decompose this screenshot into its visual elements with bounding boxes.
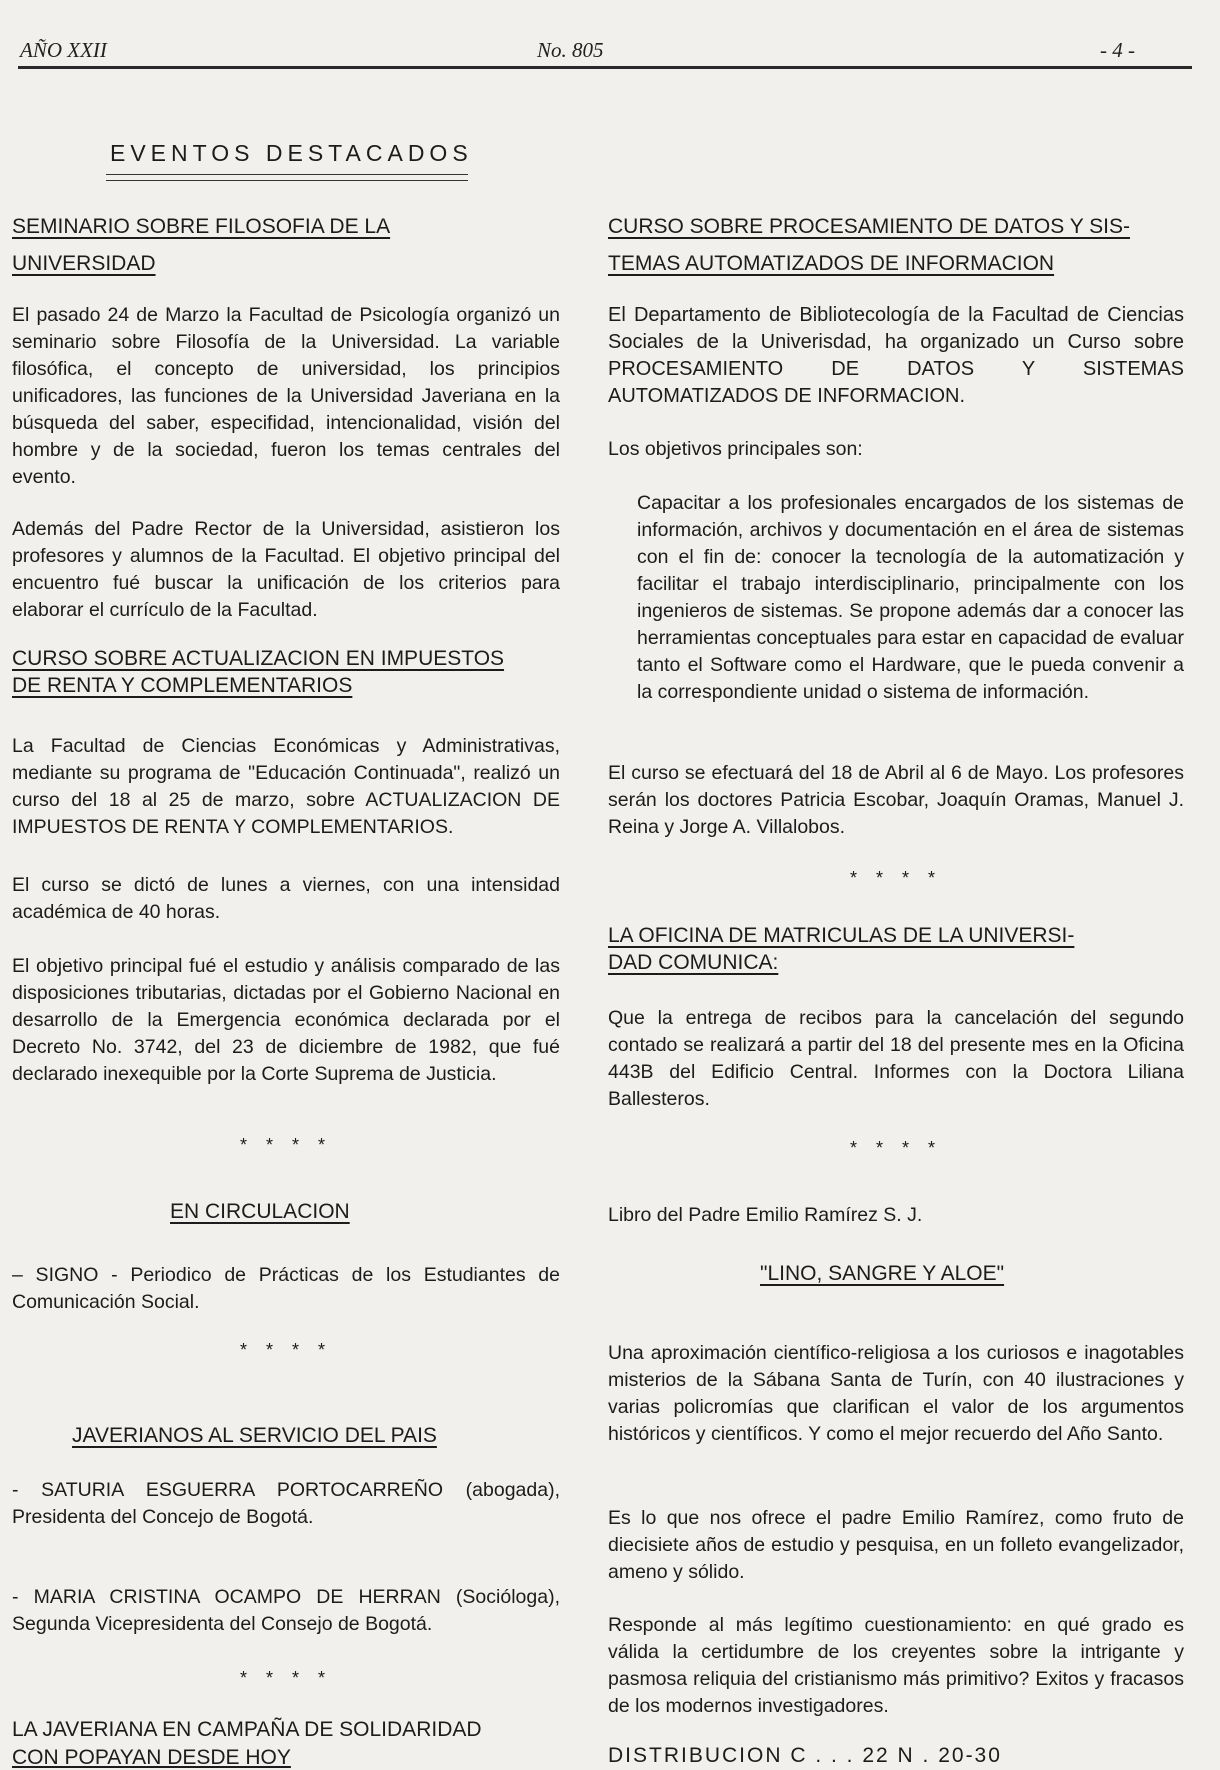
title-rule-bottom xyxy=(106,180,468,181)
javerianos-heading: JAVERIANOS AL SERVICIO DEL PAIS xyxy=(72,1424,437,1447)
matriculas-paragraph: Que la entrega de recibos para la cancelación del segundo contado se realizará a partir del 18 del presente mes en la Oficina 443B del Edificio Central. Informes con la Doctora Liliana Ballesteros. xyxy=(608,1007,1184,1110)
left-separator-1: * * * * xyxy=(239,1135,333,1155)
header-rule xyxy=(18,66,1192,69)
circulacion-item: – SIGNO - Periodico de Prácticas de los Estudiantes de Comunicación Social. xyxy=(12,1264,560,1313)
impuestos-heading-line2: DE RENTA Y COMPLEMENTARIOS xyxy=(12,674,353,697)
circulacion-heading: EN CIRCULACION xyxy=(170,1200,350,1223)
page-number: - 4 - xyxy=(1100,38,1135,62)
seminario-heading-line2: UNIVERSIDAD xyxy=(12,252,156,275)
right-separator-2: * * * * xyxy=(849,1138,943,1158)
datos-heading xyxy=(608,208,1184,282)
title-rule-top xyxy=(106,174,468,175)
impuestos-paragraph-2: El curso se dictó de lunes a viernes, con una intensidad académica de 40 horas. xyxy=(12,874,560,923)
seminario-heading xyxy=(12,208,560,282)
libro-paragraph-1: Una aproximación científico-religiosa a los curiosos e inagotables misterios de la Sábana Santa de Turín, con 40 ilustraciones y varias policromías que clarifican el valor de los argumentos históricos y científicos. Y como el mejor recuerdo del Año Santo. xyxy=(608,1342,1184,1445)
issue-number: No. 805 xyxy=(537,38,604,62)
left-separator-2: * * * * xyxy=(239,1340,333,1360)
right-separator-1: * * * * xyxy=(849,868,943,888)
libro-intro: Libro del Padre Emilio Ramírez S. J. xyxy=(608,1204,923,1226)
section-title: EVENTOS DESTACADOS xyxy=(110,140,473,166)
year-label: AÑO XXII xyxy=(20,38,107,62)
datos-paragraph-3: Capacitar a los profesionales encargados de los sistemas de información, archivos y documentación en el área de sistemas con el fin de: conocer la tecnología de la automatización y facilitar el trabajo interdisciplinario, principalmente con los ingenieros de sistemas. Se propone además dar a conocer las herramientas conceptuales para estar en capacidad de evaluar tanto el Software como el Hardware, que le pueda convenir a la correspondiente unidad o sistema de información. xyxy=(637,492,1184,703)
datos-heading-line2: TEMAS AUTOMATIZADOS DE INFORMACION xyxy=(608,252,1055,275)
impuestos-paragraph-3: El objetivo principal fué el estudio y análisis comparado de las disposiciones tributarias, dictadas por el Gobierno Nacional en desarrollo de la Emergencia económica declarada por el Decreto No. 3742, del 23 de diciembre de 1982, que fué declarado inexequible por la Corte Suprema de Justicia. xyxy=(12,955,560,1085)
javerianos-item-2: - MARIA CRISTINA OCAMPO DE HERRAN (Socióloga), Segunda Vicepresidenta del Consejo de Bogotá. xyxy=(12,1586,560,1635)
javerianos-item-1: - SATURIA ESGUERRA PORTOCARREÑO (abogada), Presidenta del Concejo de Bogotá. xyxy=(12,1479,560,1528)
seminario-paragraph-2: Además del Padre Rector de la Universidad, asistieron los profesores y alumnos de la Facultad. El objetivo principal del encuentro fué buscar la unificación de los criterios para elaborar el currículo de la Facultad. xyxy=(12,518,560,621)
impuestos-heading-line1: CURSO SOBRE ACTUALIZACION EN IMPUESTOS xyxy=(12,647,505,670)
campana-heading-cut: CON POPAYAN DESDE HOY xyxy=(12,1746,291,1769)
seminario-heading-line1: SEMINARIO SOBRE FILOSOFIA DE LA xyxy=(12,215,391,238)
impuestos-heading xyxy=(12,645,560,699)
matriculas-heading xyxy=(608,922,1184,976)
datos-paragraph-1: El Departamento de Bibliotecología de la Facultad de Ciencias Sociales de la Univerisdad, ha organizado un Curso sobre PROCESAMIENTO DE DATOS Y SISTEMAS AUTOMATIZADOS DE INFORMACION. xyxy=(608,304,1184,407)
matriculas-heading-line2: DAD COMUNICA: xyxy=(608,951,779,974)
impuestos-paragraph-1: La Facultad de Ciencias Económicas y Administrativas, mediante su programa de "Educación Continuada", realizó un curso del 18 al 25 de marzo, sobre ACTUALIZACION DE IMPUESTOS DE RENTA Y COMPLEMENTARIOS. xyxy=(12,735,560,838)
datos-paragraph-2: Los objetivos principales son: xyxy=(608,438,863,460)
libro-paragraph-2: Es lo que nos ofrece el padre Emilio Ramírez, como fruto de diecisiete años de estudio y pesquisa, en un folleto evangelizador, ameno y sólido. xyxy=(608,1507,1184,1583)
seminario-paragraph-1: El pasado 24 de Marzo la Facultad de Psicología organizó un seminario sobre Filosofía de la Universidad. La variable filosófica, el concepto de universidad, los principios unificadores, las funciones de la Universidad Javeriana en la búsqueda del saber, especifidad, intencionalidad, visión del hombre y de la sociedad, fueron los temas centrales del evento. xyxy=(12,304,560,488)
campana-heading: LA JAVERIANA EN CAMPAÑA DE SOLIDARIDAD xyxy=(12,1718,482,1741)
datos-heading-line1: CURSO SOBRE PROCESAMIENTO DE DATOS Y SIS- xyxy=(608,215,1131,238)
cut-footer-text: DISTRIBUCION C . . . 22 N . 20-30 xyxy=(608,1744,1002,1767)
libro-paragraph-3: Responde al más legítimo cuestionamiento: en qué grado es válida la certidumbre de los creyentes sobre la intrigante y pasmosa reliquia del cristianismo más primitivo? Exitos y fracasos de los modernos investigadores. xyxy=(608,1614,1184,1717)
libro-title: "LINO, SANGRE Y ALOE" xyxy=(760,1262,1005,1285)
matriculas-heading-line1: LA OFICINA DE MATRICULAS DE LA UNIVERSI- xyxy=(608,924,1075,947)
datos-paragraph-4: El curso se efectuará del 18 de Abril al 6 de Mayo. Los profesores serán los doctores Patricia Escobar, Joaquín Oramas, Manuel J. Reina y Jorge A. Villalobos. xyxy=(608,762,1184,838)
left-separator-3: * * * * xyxy=(239,1668,333,1688)
